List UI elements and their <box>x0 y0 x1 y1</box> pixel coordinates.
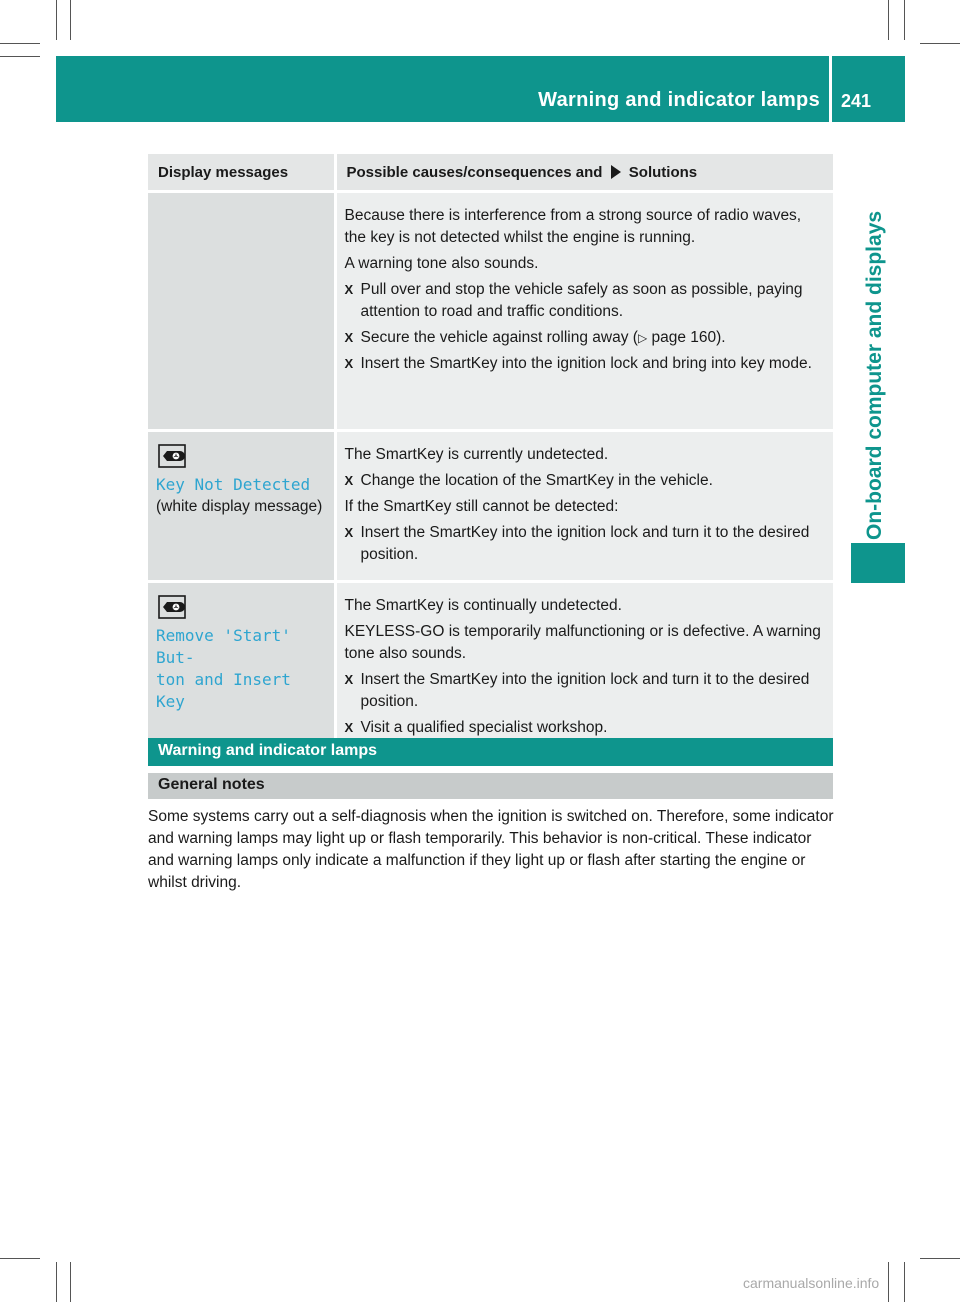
crop-mark <box>56 1262 57 1302</box>
page-reference-link[interactable]: page 160). <box>647 329 726 346</box>
causes-cell <box>335 582 833 754</box>
solutions-arrow-icon <box>611 165 621 179</box>
step-marker-icon: X <box>344 720 354 735</box>
step-marker-icon: X <box>344 525 354 540</box>
solution-step <box>345 279 826 323</box>
display-message-text: Remove 'Start' But‐ <box>156 626 291 667</box>
page-reference-icon: ▷ <box>637 331 648 345</box>
cause-text: The SmartKey is currently undetected. <box>344 446 609 463</box>
cause-text: The SmartKey is continually undetected. <box>344 597 622 614</box>
header-divider <box>829 56 832 122</box>
subsection-heading: General notes <box>148 773 833 799</box>
smartkey-icon <box>158 444 186 468</box>
header-title: Warning and indicator lamps <box>538 89 820 111</box>
solution-step <box>345 522 826 566</box>
cause-text: KEYLESS-GO is temporarily malfunctioning or is defective. A warning tone also sounds. <box>344 623 821 662</box>
solution-step-text: Visit a qualified specialist workshop. <box>360 719 608 736</box>
display-message-note: (white display message) <box>156 498 323 515</box>
solution-step <box>345 669 826 713</box>
crop-mark <box>0 56 40 57</box>
step-marker-icon: X <box>344 330 354 345</box>
display-message-cell <box>148 192 335 431</box>
table-row <box>148 192 833 431</box>
crop-mark <box>888 0 889 40</box>
page-number: 241 <box>841 91 872 111</box>
step-marker-icon: X <box>344 473 354 488</box>
display-message-cell <box>148 431 335 582</box>
solution-step <box>345 327 826 349</box>
crop-mark <box>0 1258 40 1259</box>
smartkey-icon <box>158 595 186 619</box>
crop-mark <box>0 43 40 44</box>
column-header-causes-label: Possible causes/consequences and <box>346 164 603 181</box>
side-tab-marker <box>851 543 905 583</box>
cause-text: Because there is interference from a strong source of radio waves, the key is not detected whilst the engine is running. <box>344 207 802 246</box>
solution-step <box>345 353 826 375</box>
page-header <box>56 56 905 122</box>
column-header-causes <box>335 154 833 192</box>
crop-mark <box>888 1262 889 1302</box>
crop-mark <box>70 1262 71 1302</box>
footer-watermark: carmanualsonline.info <box>743 1275 880 1291</box>
side-tab <box>845 130 905 540</box>
crop-mark <box>70 0 71 40</box>
step-marker-icon: X <box>344 672 354 687</box>
display-messages-table <box>148 154 833 753</box>
solution-step-text: Insert the SmartKey into the ignition lock and turn it to the desired position. <box>360 671 810 710</box>
table-header-row <box>148 154 833 192</box>
step-marker-icon: X <box>344 282 354 297</box>
crop-mark <box>920 1258 960 1259</box>
solution-step <box>345 717 826 739</box>
solution-step-text: Insert the SmartKey into the ignition lock and bring into key mode. <box>360 355 812 372</box>
crop-mark <box>904 0 905 40</box>
solution-step <box>345 470 826 492</box>
cause-text: A warning tone also sounds. <box>344 255 539 272</box>
solution-step-text: Insert the SmartKey into the ignition lock and turn it to the desired position. <box>360 524 810 563</box>
display-message-text: ton and Insert Key <box>156 670 291 711</box>
table-row <box>148 431 833 582</box>
step-marker-icon: X <box>344 356 354 371</box>
solution-step-text: Secure the vehicle against rolling away ( <box>360 329 638 346</box>
cause-text: If the SmartKey still cannot be detected: <box>344 498 619 515</box>
table-row <box>148 582 833 754</box>
causes-cell <box>335 431 833 582</box>
display-message-text: Key Not Detected <box>156 475 311 494</box>
solution-step-text: Change the location of the SmartKey in the vehicle. <box>360 472 713 489</box>
display-message-cell <box>148 582 335 754</box>
crop-mark <box>904 1262 905 1302</box>
causes-cell <box>335 192 833 431</box>
side-tab-label: On-board computer and displays <box>863 210 886 540</box>
section-heading: Warning and indicator lamps <box>148 738 833 766</box>
column-header-solutions-label: Solutions <box>628 164 698 181</box>
crop-mark <box>920 43 960 44</box>
solution-step-text: Pull over and stop the vehicle safely as soon as possible, paying attention to road and traffic conditions. <box>360 281 803 320</box>
crop-mark <box>56 0 57 40</box>
body-paragraph: Some systems carry out a self-diagnosis when the ignition is switched on. Therefore, some indicator and warning lamps may light up or flash temporarily. This behavior is non-critical. These indicator and warning lamps only indicate a malfunction if they light up or flash after starting the engine or whilst driving. <box>148 808 834 891</box>
column-header-display-messages: Display messages <box>148 154 335 192</box>
